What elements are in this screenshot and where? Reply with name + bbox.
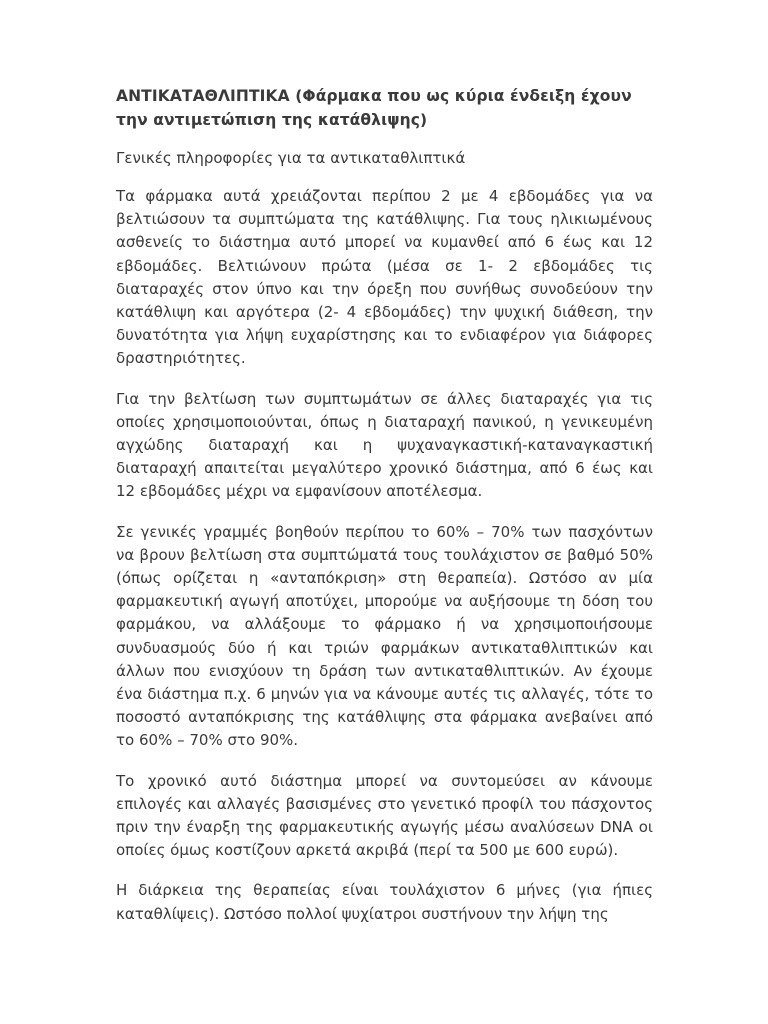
paragraph-onset-of-effect: Τα φάρμακα αυτά χρειάζονται περίπου 2 με 4 εβδομάδες για να βελτιώσουν τα συμπτώματα της κατάθλιψης. Για τους ηλικιωμένους ασθενείς το διάστημα αυτό μπορεί να κυμανθεί από 6 έως και 12 εβδομάδες. Βελτιώνουν πρώτα (μέσα σε 1- 2 εβδομάδες τις διαταραχές στον ύπνο και την όρεξη που συνήθως συνοδεύουν την κατάθλιψη και αργότερα (2- 4 εβδομάδες) την ψυχική διάθεση, την δυνατότητα για λήψη ευχαρίστησης και το ενδιαφέρον για διάφορες δραστηριότητες. [116, 187, 653, 368]
document-subtitle: Γενικές πληροφορίες για τα αντικαταθλιπτικά [116, 149, 466, 167]
document-title: ΑΝΤΙΚΑΤΑΘΛΙΠΤΙΚΑ (Φάρμακα που ως κύρια ένδειξη έχουν την αντιμετώπιση της κατάθλιψης) [116, 87, 632, 129]
paragraph-response-rates: Σε γενικές γραμμές βοηθούν περίπου το 60% – 70% των πασχόντων να βρουν βελτίωση στα συμπτώματά τους τουλάχιστον σε βαθμό 50% (όπως ορίζεται η «ανταπόκριση» στη θεραπεία). Ωστόσο αν μία φαρμακευτική αγωγή αποτύχει, μπορούμε να αυξήσουμε τη δόση του φαρμάκου, να αλλάξουμε το φάρμακο ή να χρησιμοποιήσουμε συνδυασμούς δύο ή και τριών φαρμάκων αντικαταθλιπτικών και άλλων που ενισχύουν τη δράση των αντικαταθλιπτικών. Αν έχουμε ένα διάστημα π.χ. 6 μηνών για να κάνουμε αυτές τις αλλαγές, τότε το ποσοστό ανταπόκρισης της κατάθλιψης στα φάρμακα ανεβαίνει από το 60% – 70% στο 90%. [116, 522, 653, 750]
paragraph-genetic-profile: Το χρονικό αυτό διάστημα μπορεί να συντομεύσει αν κάνουμε επιλογές και αλλαγές βασισμένες στο γενετικό προφίλ του πάσχοντος πριν την έναρξη της φαρμακευτικής αγωγής μέσω αναλύσεων DNA οι οποίες όμως κοστίζουν αρκετά ακριβά (περί τα 500 με 600 ευρώ). [116, 771, 653, 860]
paragraph-other-disorders: Για την βελτίωση των συμπτωμάτων σε άλλες διαταραχές για τις οποίες χρησιμοποιούνται, όπως η διαταραχή πανικού, η γενικευμένη αγχώδης διαταραχή και η ψυχαναγκαστική-καταναγκαστική διαταραχή απαιτείται μεγαλύτερο χρονικό διάστημα, από 6 έως και 12 εβδομάδες μέχρι να εμφανίσουν αποτέλεσμα. [116, 389, 653, 501]
paragraph-treatment-duration: Η διάρκεια της θεραπείας είναι τουλάχιστον 6 μήνες (για ήπιες καταθλίψεις). Ωστόσο πολλοί ψυχίατροι συστήνουν την λήψη της [116, 881, 653, 923]
document-page [116, 84, 653, 943]
